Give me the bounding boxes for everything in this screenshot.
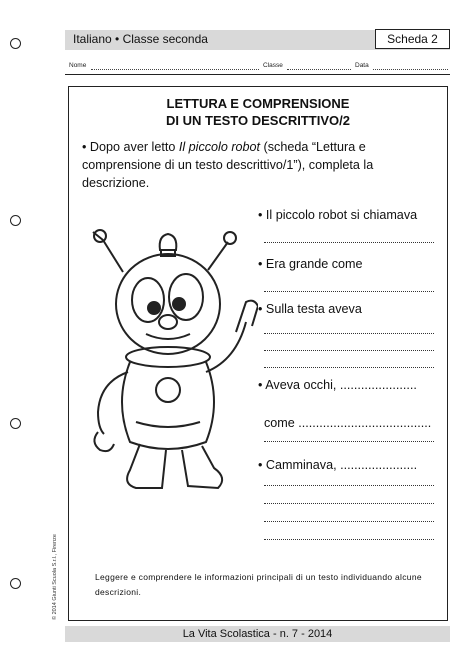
bullet: • [258, 257, 263, 271]
task-text: Era grande come [265, 257, 363, 271]
bullet: • [258, 208, 263, 222]
task-item [258, 208, 448, 222]
task-text: come ...................................... [264, 416, 432, 430]
classe-field[interactable] [287, 69, 351, 70]
answer-line[interactable] [264, 485, 434, 486]
task-text: Aveva occhi, ...................... [265, 378, 417, 392]
data-label: Data [355, 62, 369, 69]
bullet: • [82, 140, 87, 154]
instruction [82, 138, 442, 192]
answer-line[interactable] [264, 333, 434, 334]
binder-hole [10, 38, 21, 49]
instruction-text-end: (scheda “Lettura e comprensione di un testo descrittivo/1”), completa la descrizione. [82, 140, 374, 190]
classe-label: Classe [263, 62, 283, 69]
header-bar [65, 30, 450, 50]
task-item [258, 302, 448, 316]
answer-line[interactable] [264, 367, 434, 368]
nome-label: Nome [69, 62, 87, 69]
bullet: • [258, 378, 263, 392]
story-title: Il piccolo robot [178, 140, 261, 154]
data-field[interactable] [373, 69, 448, 70]
answer-line[interactable] [264, 503, 434, 504]
answer-line[interactable] [264, 441, 434, 442]
divider [65, 74, 450, 75]
binder-hole [10, 578, 21, 589]
bullet: • [258, 302, 263, 316]
task-text: Sulla testa aveva [265, 302, 362, 316]
answer-line[interactable] [264, 521, 434, 522]
task-text: Camminava, ...................... [265, 458, 418, 472]
binder-hole [10, 215, 21, 226]
task-text: Il piccolo robot si chiamava [265, 208, 418, 222]
answer-line[interactable] [264, 242, 434, 243]
learning-objective: Leggere e comprendere le informazioni principali di un testo individuando alcune descrizioni. [95, 572, 422, 597]
instruction-text: Dopo aver letto [89, 140, 179, 154]
robot-illustration [78, 222, 258, 492]
footer-bar: La Vita Scolastica - n. 7 - 2014 [65, 626, 450, 642]
bullet: • [258, 458, 263, 472]
answer-line[interactable] [264, 539, 434, 540]
nome-field[interactable] [91, 69, 259, 70]
title-line-1: LETTURA E COMPRENSIONE [166, 96, 350, 111]
binder-hole [10, 418, 21, 429]
task-item [258, 378, 448, 392]
title-line-2: DI UN TESTO DESCRITTIVO/2 [166, 113, 350, 128]
answer-line[interactable] [264, 291, 434, 292]
task-item [258, 458, 448, 472]
copyright: © 2014 Giunti Scuola S.r.l., Firenze [52, 534, 58, 620]
task-item [264, 416, 454, 430]
scheda-label: Scheda 2 [375, 29, 450, 49]
answer-line[interactable] [264, 350, 434, 351]
task-item [258, 257, 448, 271]
subject-label: Italiano • Classe seconda [73, 32, 208, 46]
